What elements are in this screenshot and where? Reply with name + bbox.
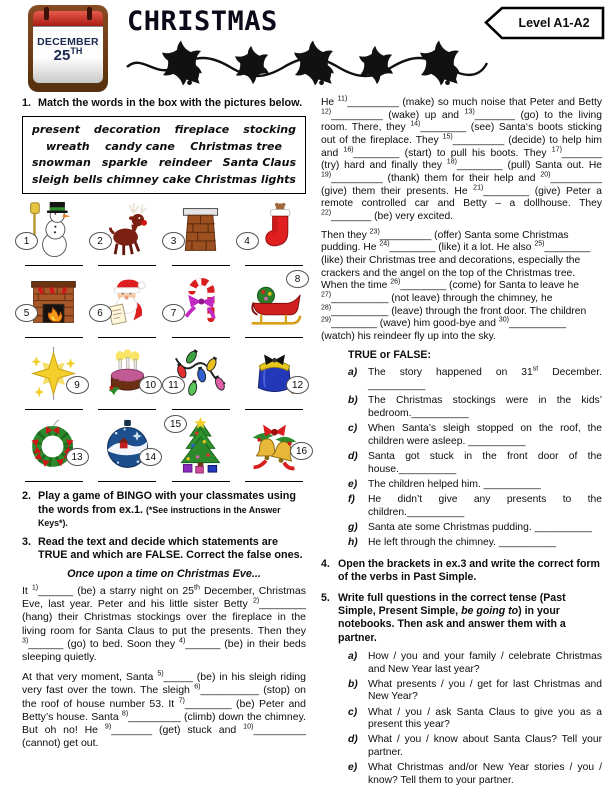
story-paragraph-3: He $^{11)}$_________ (make) so much noise that Peter and Betty $^{12)}$_________ (wake) up and $^{13)}$_______ (go) to the living room. There, they $^{14)}$________ (see) Santa‘s boots sticking out of the fireplace. They $^{15)}$_________ (decide) to help him and $^{16)}$________ (start) to pull his boots. They $^{17)}$_______ (try) hard and finally they $^{18)}$________ (pull) Santa out. He $^{19)}$_________ (thank) them for their help and $^{20)}$_________ (give) them their presents. He $^{21)}$________ (give) Peter a remote controlled car and Betty – a dollhouse. They $^{22)}$_______ (be) very excited. xyxy=(321,95,602,222)
answer-blank xyxy=(98,409,156,410)
answer-blank xyxy=(245,481,303,482)
present-icon xyxy=(246,345,303,402)
exercise-4-heading: 4. Open the brackets in ex.3 and write the correct form of the verbs in Past Simple. xyxy=(321,558,602,584)
true-false-item: h) He left through the chimney. __________ xyxy=(348,536,557,548)
picture-cell xyxy=(169,201,233,266)
picture-number: 4 xyxy=(236,232,259,250)
pictures-grid xyxy=(22,201,306,482)
picture-cell xyxy=(169,417,233,482)
answer-blank xyxy=(172,481,230,482)
word: snowman xyxy=(32,156,91,170)
answer-blank xyxy=(25,337,83,338)
calendar-month: DECEMBER xyxy=(37,36,99,48)
fireplace-icon xyxy=(25,273,82,330)
exercise-5-heading: 5. Write full questions in the correct tense (Past Simple, Present Simple, be going to) in your notebooks. Then ask and answer them with a partner. xyxy=(321,591,566,644)
word: sparkle xyxy=(101,156,148,170)
wreath-icon xyxy=(25,417,82,474)
picture-cell xyxy=(169,345,233,410)
exercise-2-text: Play a game of BINGO with your classmates using the words from ex.1. xyxy=(38,490,297,516)
picture-number: 5 xyxy=(15,304,38,322)
picture-cell xyxy=(96,345,160,410)
word: fireplace xyxy=(174,123,230,137)
word: Christmas tree xyxy=(190,139,282,153)
true-false-item: c) When Santa’s sleigh stopped on the roof, the children were asleep. __________ xyxy=(348,423,602,447)
question-item: c) What / you / ask Santa Claus to give you as a present this year? xyxy=(348,706,602,731)
word: decoration xyxy=(93,123,161,137)
story-title: Once upon a time on Christmas Eve... xyxy=(67,567,261,580)
word: candy cane xyxy=(104,139,175,153)
santa-claus-icon xyxy=(99,273,156,330)
word-box-row xyxy=(32,122,296,139)
calendar-day: 25TH xyxy=(53,46,83,64)
story-paragraph-2: At that very moment, Santa $^{5)}$_____ (be) in his sleigh riding very fast over the town. The sleigh $^{6)}$__________ (stop) on the roof of house number 53. It $^{7)}$________ (be) Peter and Betty’s house. Santa $^{8)}$_________ (climb) down the chimney. But oh no! He $^{9)}$_______ (get) stuck and $^{10)}$_________ (cannot) get out. xyxy=(22,669,307,750)
answer-blank xyxy=(245,265,303,266)
picture-number: 11 xyxy=(162,376,185,394)
level-badge-label: Level A1-A2 xyxy=(518,15,590,30)
exercise-3-text: Read the text and decide which statements are TRUE and which are FALSE. Correct the false ones. xyxy=(38,535,303,562)
word: stocking xyxy=(243,123,296,137)
left-column xyxy=(22,97,306,790)
picture-number: 15 xyxy=(164,415,187,433)
calendar-icon xyxy=(28,5,108,92)
question-item: a) How / you and your family / celebrate Christmas and New Year last year? xyxy=(348,650,602,675)
picture-number: 12 xyxy=(286,376,309,394)
true-false-item: e) The children helped him. __________ xyxy=(348,478,541,490)
chimney-icon xyxy=(172,201,229,258)
exercise-4-text: Open the brackets in ex.3 and write the correct form of the verbs in Past Simple. xyxy=(338,557,600,583)
answer-blank xyxy=(25,409,83,410)
true-false-item: b) The Christmas stockings were in the kids’ bedroom.__________ xyxy=(348,395,602,419)
calendar-pin-icon xyxy=(87,7,92,20)
decoration-icon xyxy=(99,417,156,474)
true-false-item: a) The story happened on 31st December. __________ xyxy=(348,366,602,392)
picture-number: 9 xyxy=(66,376,89,394)
story-paragraph-1: It $^{1)}$______ (be) a starry night on 25th December, Christmas Eve, last year. Peter and his little sister Betty $^{2)}$________ (hang) their Christmas stockings over the fireplace in the living room for Santa Claus to put the presents. Then they $^{3)}$______ (go) to bed. Soon they $^{4)}$______ (be) in their beds sleeping quietly. xyxy=(22,583,307,663)
picture-number: 2 xyxy=(89,232,112,250)
answer-blank xyxy=(172,265,230,266)
picture-cell xyxy=(22,417,86,482)
picture-cell xyxy=(22,345,86,410)
picture-cell xyxy=(243,345,307,410)
picture-number: 10 xyxy=(139,376,162,394)
word: chimney xyxy=(106,172,159,186)
word: sleigh xyxy=(32,172,70,186)
word-box xyxy=(22,116,306,194)
answer-blank xyxy=(245,409,303,410)
picture-number: 8 xyxy=(286,270,309,288)
word-box-row xyxy=(32,139,296,156)
exercise-2-note: (*See instructions in the Answer Keys*). xyxy=(38,504,281,529)
word: cake xyxy=(162,172,191,186)
calendar-band xyxy=(33,11,103,26)
answer-blank xyxy=(172,409,230,410)
page-title: CHRISTMAS xyxy=(127,6,278,37)
word: Christmas lights xyxy=(194,172,296,186)
answer-blank xyxy=(98,337,156,338)
exercise-5-italic: be going to xyxy=(461,605,519,618)
exercise-1-heading: 1. Match the words in the box with the pictures below. xyxy=(22,97,303,109)
picture-cell xyxy=(243,417,307,482)
picture-cell xyxy=(96,417,160,482)
calendar-page xyxy=(33,26,103,83)
question-item: e) What Christmas and/or New Year stories / you / know? Tell them to your partner. xyxy=(348,762,602,786)
holly-bells-garland-icon xyxy=(124,37,490,91)
picture-cell xyxy=(169,273,233,338)
word-box-row xyxy=(32,155,296,172)
word: reindeer xyxy=(158,156,212,170)
picture-number: 14 xyxy=(139,448,162,466)
true-false-item: f) He didn’t give any presents to the children.__________ xyxy=(348,493,602,518)
true-false-heading: TRUE or FALSE: xyxy=(348,349,431,362)
picture-cell xyxy=(243,273,307,338)
christmas-lights-icon xyxy=(172,345,229,402)
question-item: d) What / you / know about Santa Claus? Tell your partner. xyxy=(348,734,602,758)
stocking-icon xyxy=(246,201,303,258)
picture-number: 7 xyxy=(162,304,185,322)
true-false-item: d) Santa got stuck in the front door of the house.__________ xyxy=(348,450,602,475)
calendar-pin-icon xyxy=(44,7,49,20)
right-column xyxy=(321,97,602,790)
word: bells xyxy=(73,172,103,186)
picture-cell xyxy=(22,201,86,266)
word: present xyxy=(32,123,80,137)
word: wreath xyxy=(46,139,90,153)
answer-blank xyxy=(25,481,83,482)
sparkle-icon xyxy=(25,345,82,402)
answer-blank xyxy=(172,337,230,338)
true-false-item: g) Santa ate some Christmas pudding. __________ xyxy=(348,521,592,533)
candy-cane-icon xyxy=(172,273,229,330)
picture-number: 3 xyxy=(162,232,185,250)
picture-cell xyxy=(243,201,307,266)
answer-blank xyxy=(25,265,83,266)
story-paragraph-4: Then they $^{23)}$_________ (offer) Santa some Christmas pudding. He $^{24)}$________ (like) it a lot. He also $^{25)}$________ (like) their Christmas tree and decorations, especially the crackers and the angel on the top of the Christmas tree. When the time $^{26)}$________ (come) for Santa to leave he $^{27)}$__________ (not leave) through the chimney, he $^{28)}$__________ (leave) through the front door. The children $^{29)}$________ (wave) him good-bye and $^{30)}$__________ (watch) his reindeer fly up into the sky. xyxy=(321,228,591,342)
snowman-icon xyxy=(25,201,82,258)
answer-blank xyxy=(98,265,156,266)
exercise-3-heading: 3. Read the text and decide which statements are TRUE and which are FALSE. Correct the false ones. xyxy=(22,536,306,563)
picture-number: 16 xyxy=(290,442,313,460)
exercise-5-text: Write full questions in the correct tense (Past Simple, Present Simple, xyxy=(338,591,566,618)
word: Santa Claus xyxy=(222,156,296,170)
exercise-2-heading: 2. Play a game of BINGO with your classmates using the words from ex.1. (*See instructions in the Answer Keys*). xyxy=(22,490,297,529)
picture-number: 6 xyxy=(89,304,112,322)
level-badge xyxy=(484,6,606,40)
answer-blank xyxy=(98,481,156,482)
cake-icon xyxy=(99,345,156,402)
picture-cell xyxy=(22,273,86,338)
picture-cell xyxy=(96,201,160,266)
answer-blank xyxy=(245,337,303,338)
picture-number: 13 xyxy=(66,448,89,466)
picture-number: 1 xyxy=(15,232,38,250)
picture-cell xyxy=(96,273,160,338)
word-box-row xyxy=(32,172,296,189)
exercise-5-text-after: ) in your notebooks. Then ask and answer them with a partner. xyxy=(338,605,566,644)
question-item: b) What presents / you / get for last Christmas and New Year? xyxy=(348,678,602,703)
reindeer-icon xyxy=(99,201,156,258)
